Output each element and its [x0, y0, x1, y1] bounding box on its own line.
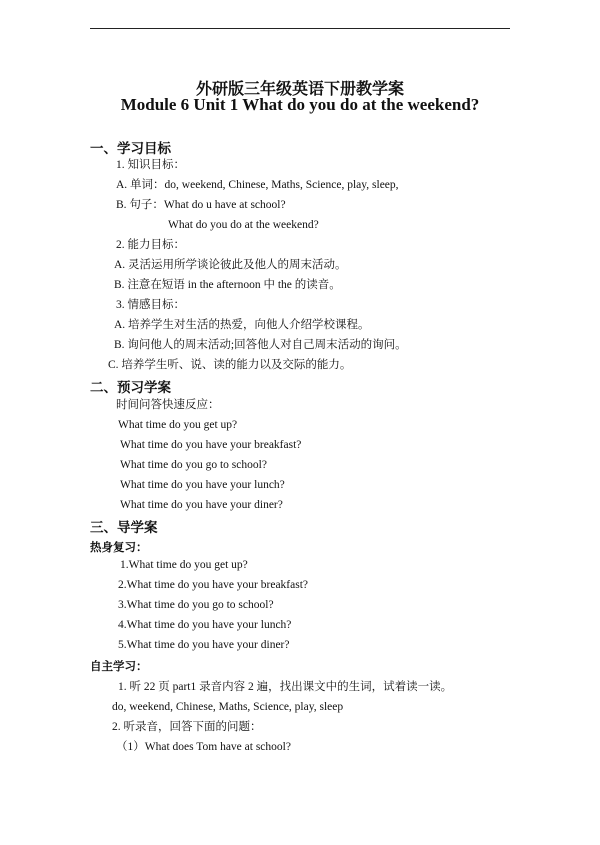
preview-question-4: What time do you have your lunch?	[120, 479, 285, 491]
section3-heading: 三、导学案	[90, 520, 158, 536]
self-study-step-1: 1. 听 22 页 part1 录音内容 2 遍，找出课文中的生词，试着读一读。	[118, 681, 453, 693]
top-rule	[90, 28, 510, 29]
knowledge-words: A. 单词：do, weekend, Chinese, Maths, Science, play, sleep,	[116, 179, 399, 191]
section2-heading: 二、预习学案	[90, 380, 171, 396]
preview-question-3: What time do you go to school?	[120, 459, 267, 471]
self-study-question-1: （1）What does Tom have at school?	[116, 741, 291, 753]
warmup-question-1: 1.What time do you get up?	[120, 559, 248, 571]
ability-goal-label: 2. 能力目标：	[116, 239, 185, 251]
preview-question-2: What time do you have your breakfast?	[120, 439, 302, 451]
warmup-question-4: 4.What time do you have your lunch?	[118, 619, 292, 631]
emotion-goal-b: B. 询问他人的周末活动;回答他人对自己周末活动的询问。	[114, 339, 407, 351]
document-title-en: Module 6 Unit 1 What do you do at the weekend?	[120, 95, 480, 114]
warmup-question-2: 2.What time do you have your breakfast?	[118, 579, 309, 591]
warmup-question-3: 3.What time do you go to school?	[118, 599, 274, 611]
self-study-label: 自主学习：	[90, 659, 148, 673]
warmup-question-5: 5.What time do you have your diner?	[118, 639, 290, 651]
preview-intro: 时间问答快速反应：	[116, 399, 220, 411]
document-title-cn: 外研版三年级英语下册教学案	[195, 79, 404, 98]
knowledge-sentences: B. 句子：What do u have at school?	[116, 199, 286, 211]
warmup-label: 热身复习：	[90, 540, 148, 554]
knowledge-goal-label: 1. 知识目标：	[116, 159, 185, 171]
ability-goal-a: A. 灵活运用所学谈论彼此及他人的周末活动。	[114, 259, 347, 271]
preview-question-1: What time do you get up?	[118, 419, 238, 431]
section1-heading: 一、学习目标	[90, 141, 171, 157]
preview-question-5: What time do you have your diner?	[120, 499, 283, 511]
ability-goal-b: B. 注意在短语 in the afternoon 中 the 的读音。	[114, 279, 341, 291]
self-study-step-2: 2. 听录音，回答下面的问题：	[112, 721, 262, 733]
self-study-words: do, weekend, Chinese, Maths, Science, play, sleep	[112, 701, 344, 713]
knowledge-sentences-2: What do you do at the weekend?	[168, 219, 319, 231]
emotion-goal-a: A. 培养学生对生活的热爱，向他人介绍学校课程。	[114, 319, 370, 331]
emotion-goal-c: C. 培养学生听、说、读的能力以及交际的能力。	[108, 359, 352, 371]
emotion-goal-label: 3. 情感目标：	[116, 299, 185, 311]
